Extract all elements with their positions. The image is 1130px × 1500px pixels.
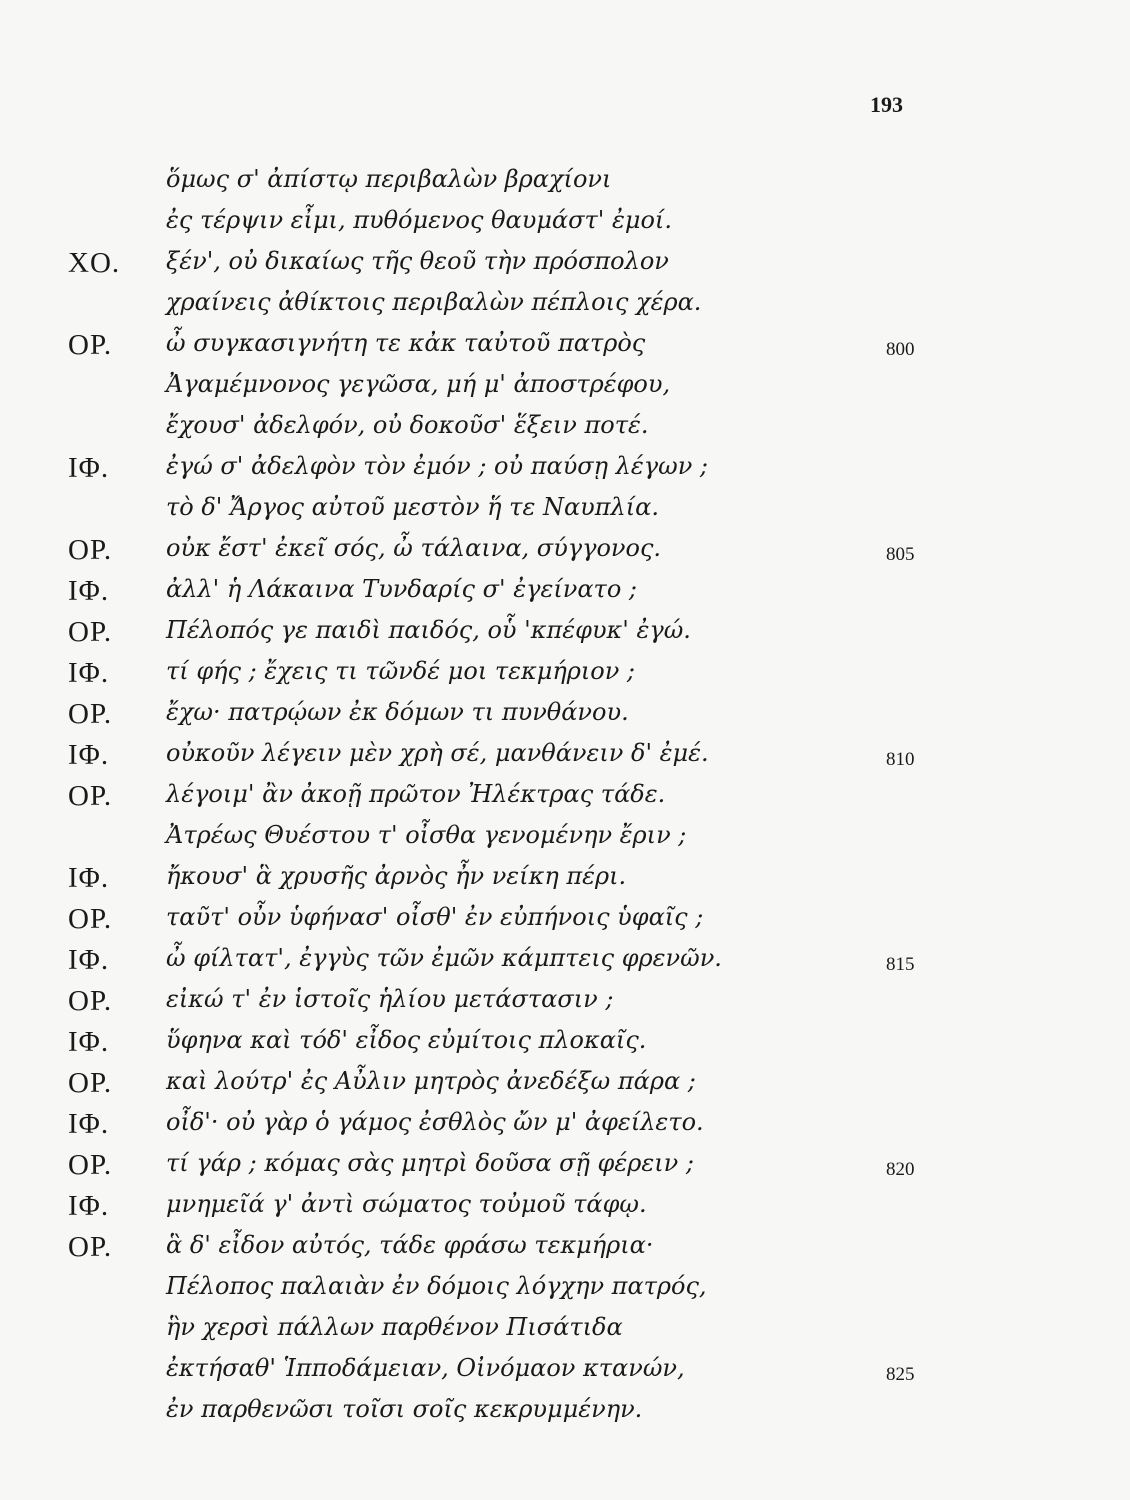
speaker-label: ΟΡ. — [68, 780, 113, 812]
speaker-label: ΙΦ. — [68, 862, 110, 894]
line-number: 825 — [886, 1364, 915, 1385]
verse-line — [0, 903, 1130, 943]
verse-line — [0, 657, 1130, 697]
verse-text: ταῦτ' οὖν ὑφήνασ' οἶσθ' ἐν εὐπήνοις ὑφαῖς ; — [166, 903, 704, 931]
verse-text: ξέν', οὐ δικαίως τῆς θεοῦ τὴν πρόσπολον — [166, 247, 669, 275]
verse-text: ἔχουσ' ἀδελφόν, οὐ δοκοῦσ' ἕξειν ποτέ. — [166, 411, 649, 439]
speaker-label: ΟΡ. — [68, 329, 113, 361]
verse-line — [0, 985, 1130, 1025]
verse-line — [0, 1190, 1130, 1230]
verse-line — [0, 1231, 1130, 1271]
speaker-label: ΟΡ. — [68, 534, 113, 566]
verse-text: τί γάρ ; κόμας σὰς μητρὶ δοῦσα σῇ φέρειν ; — [166, 1149, 694, 1177]
verse-line — [0, 247, 1130, 287]
verse-text: ἣν χερσὶ πάλλων παρθένον Πισάτιδα — [166, 1313, 623, 1341]
speaker-label: ΙΦ. — [68, 657, 110, 689]
verse-text: ἐκτήσαθ' Ἱπποδάμειαν, Οἰνόμαον κτανών, — [166, 1354, 685, 1382]
verse-line — [0, 1149, 1130, 1189]
verse-text: ὅμως σ' ἀπίστῳ περιβαλὼν βραχίονι — [166, 165, 612, 193]
speaker-label: ΙΦ. — [68, 1108, 110, 1140]
verse-text: οἶδ'· οὐ γὰρ ὁ γάμος ἐσθλὸς ὤν μ' ἀφείλετο. — [166, 1108, 704, 1136]
verse-line — [0, 944, 1130, 984]
verse-text: Ἀγαμέμνονος γεγῶσα, μή μ' ἀποστρέφου, — [166, 370, 671, 398]
verse-line — [0, 370, 1130, 410]
speaker-label: ΟΡ. — [68, 903, 113, 935]
verse-line — [0, 575, 1130, 615]
verse-line — [0, 288, 1130, 328]
verse-text: ἀλλ' ἡ Λάκαινα Τυνδαρίς σ' ἐγείνατο ; — [166, 575, 637, 603]
speaker-label: ΟΡ. — [68, 1067, 113, 1099]
verse-text: Πέλοπός γε παιδὶ παιδός, οὗ 'κπέφυκ' ἐγώ. — [166, 616, 691, 644]
speaker-label: ΙΦ. — [68, 739, 110, 771]
verse-line — [0, 329, 1130, 369]
speaker-label: ΧΟ. — [68, 247, 121, 279]
verse-text: τὸ δ' Ἄργος αὐτοῦ μεστὸν ἥ τε Ναυπλία. — [166, 493, 659, 521]
speaker-label: ΙΦ. — [68, 575, 110, 607]
speaker-label: ΙΦ. — [68, 1190, 110, 1222]
verse-text: τί φής ; ἔχεις τι τῶνδέ μοι τεκμήριον ; — [166, 657, 636, 685]
verse-line — [0, 1026, 1130, 1066]
verse-line — [0, 493, 1130, 533]
page-number: 193 — [870, 92, 903, 117]
verse-line — [0, 780, 1130, 820]
verse-text: Ἀτρέως Θυέστου τ' οἶσθα γενομένην ἔριν ; — [166, 821, 687, 849]
line-number: 820 — [886, 1159, 915, 1180]
verse-line — [0, 534, 1130, 574]
verse-line — [0, 862, 1130, 902]
verse-text: εἰκώ τ' ἐν ἱστοῖς ἡλίου μετάστασιν ; — [166, 985, 614, 1013]
verse-line — [0, 411, 1130, 451]
speaker-label: ΟΡ. — [68, 1231, 113, 1263]
verse-line — [0, 206, 1130, 246]
line-number: 810 — [886, 749, 915, 770]
verse-text: μνημεῖά γ' ἀντὶ σώματος τοὐμοῦ τάφῳ. — [166, 1190, 647, 1218]
verse-text: λέγοιμ' ἂν ἀκοῇ πρῶτον Ἠλέκτρας τάδε. — [166, 780, 666, 808]
verse-line — [0, 1313, 1130, 1353]
verse-line — [0, 452, 1130, 492]
verse-text: ἔχω· πατρῴων ἐκ δόμων τι πυνθάνου. — [166, 698, 629, 726]
verse-text: ἐν παρθενῶσι τοῖσι σοῖς κεκρυμμένην. — [166, 1395, 643, 1423]
verse-text: ἐγώ σ' ἀδελφὸν τὸν ἐμόν ; οὐ παύσῃ λέγων ; — [166, 452, 708, 480]
verse-line — [0, 616, 1130, 656]
verse-line — [0, 739, 1130, 779]
verse-text: Πέλοπος παλαιὰν ἐν δόμοις λόγχην πατρός, — [166, 1272, 707, 1300]
verse-line — [0, 1354, 1130, 1394]
verse-text: ἃ δ' εἶδον αὐτός, τάδε φράσω τεκμήρια· — [166, 1231, 654, 1259]
verse-text: οὐκ ἔστ' ἐκεῖ σός, ὦ τάλαινα, σύγγονος. — [166, 534, 662, 562]
verse-line — [0, 1395, 1130, 1435]
verse-text: οὐκοῦν λέγειν μὲν χρὴ σέ, μανθάνειν δ' ἐμέ. — [166, 739, 709, 767]
verse-text: ὕφηνα καὶ τόδ' εἶδος εὐμίτοις πλοκαῖς. — [166, 1026, 647, 1054]
verse-line — [0, 165, 1130, 205]
verse-line — [0, 1272, 1130, 1312]
verse-text: ὦ φίλτατ', ἐγγὺς τῶν ἐμῶν κάμπτεις φρενῶν. — [166, 944, 722, 972]
verse-text: χραίνεις ἀθίκτοις περιβαλὼν πέπλοις χέρα. — [166, 288, 702, 316]
speaker-label: ΙΦ. — [68, 452, 110, 484]
speaker-label: ΟΡ. — [68, 698, 113, 730]
speaker-label: ΙΦ. — [68, 1026, 110, 1058]
speaker-label: ΟΡ. — [68, 616, 113, 648]
verse-line — [0, 1067, 1130, 1107]
speaker-label: ΟΡ. — [68, 985, 113, 1017]
verse-text: καὶ λούτρ' ἐς Αὖλιν μητρὸς ἀνεδέξω πάρα ; — [166, 1067, 696, 1095]
verse-text: ἤκουσ' ἃ χρυσῆς ἀρνὸς ἦν νείκη πέρι. — [166, 862, 627, 890]
verse-text: ἐς τέρψιν εἶμι, πυθόμενος θαυμάστ' ἐμοί. — [166, 206, 672, 234]
verse-text: ὦ συγκασιγνήτη τε κἀκ ταὐτοῦ πατρὸς — [166, 329, 646, 357]
line-number: 805 — [886, 544, 915, 565]
verse-line — [0, 1108, 1130, 1148]
verse-line — [0, 698, 1130, 738]
line-number: 800 — [886, 339, 915, 360]
verse-line — [0, 821, 1130, 861]
line-number: 815 — [886, 954, 915, 975]
speaker-label: ΟΡ. — [68, 1149, 113, 1181]
speaker-label: ΙΦ. — [68, 944, 110, 976]
